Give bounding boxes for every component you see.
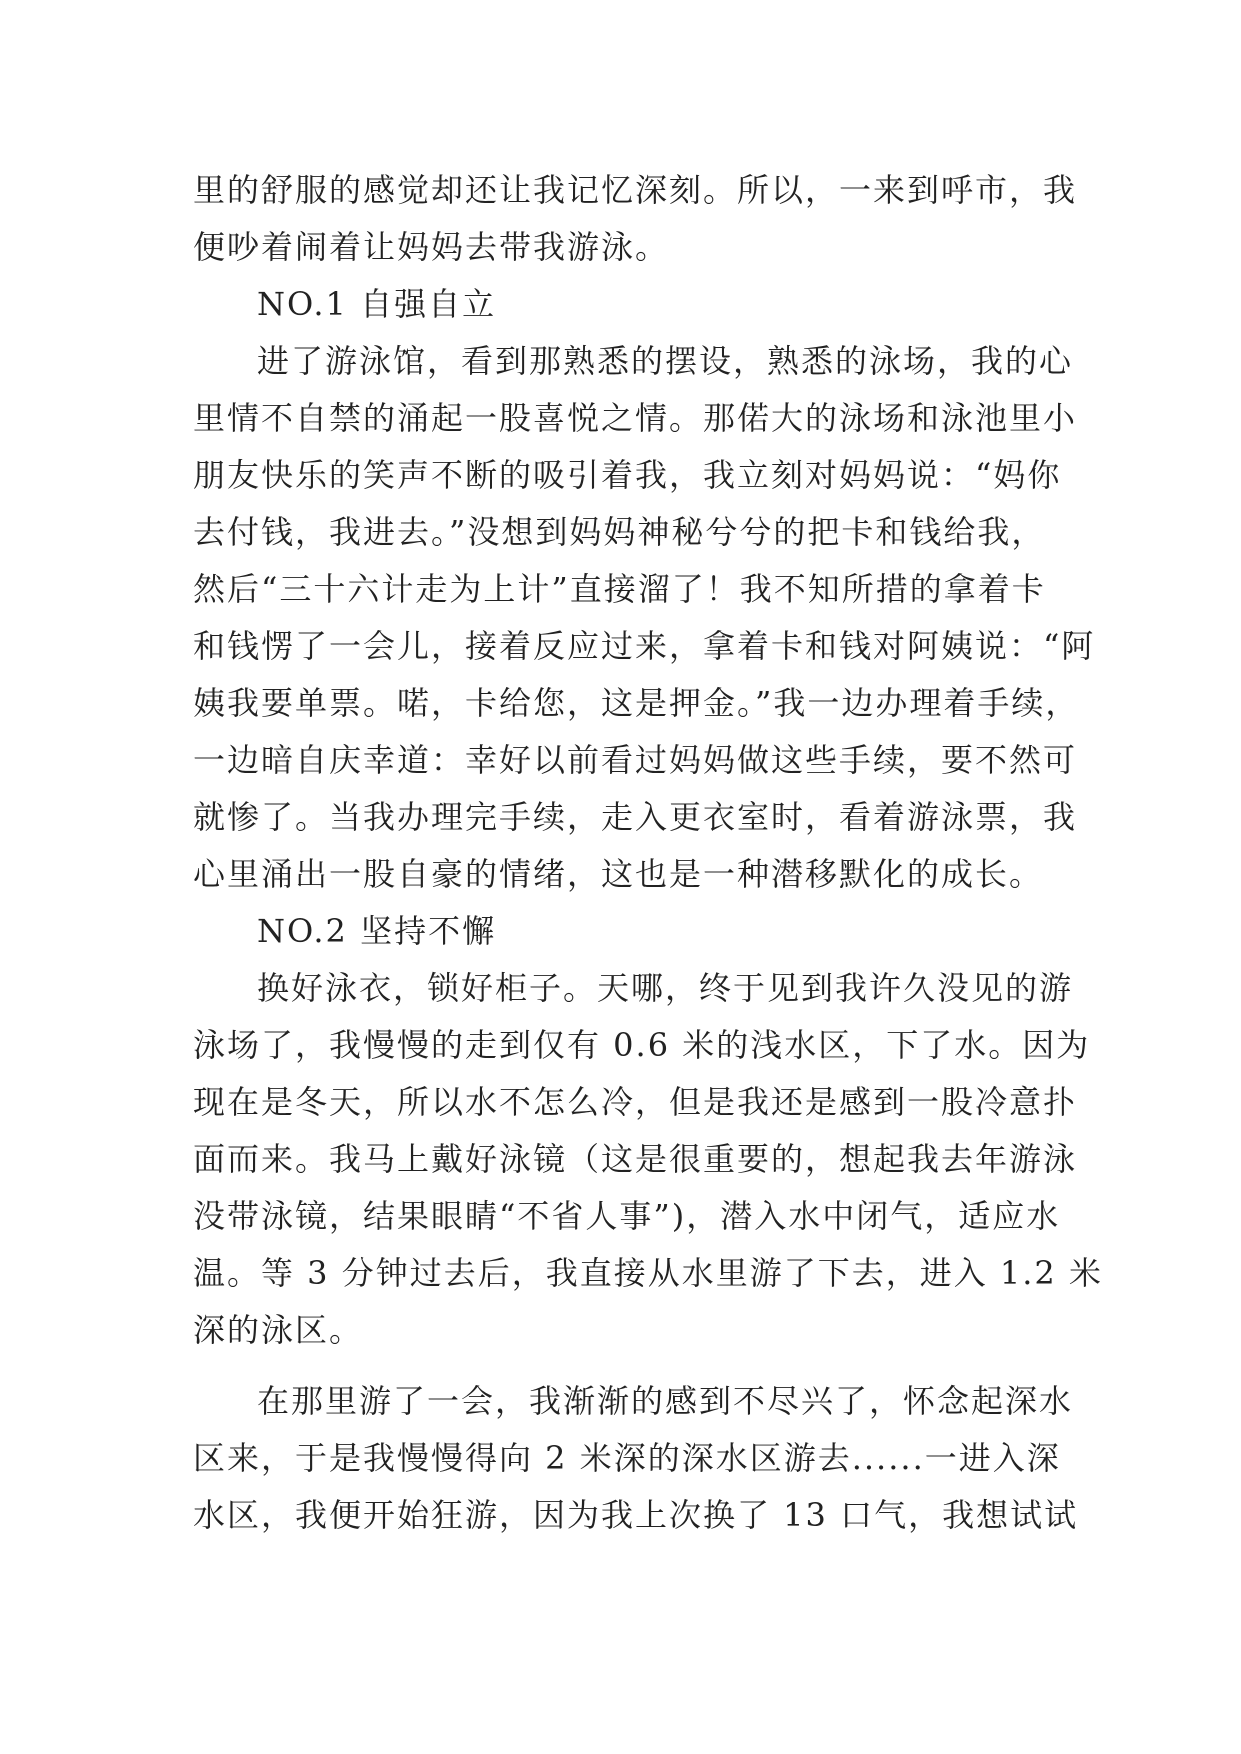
text-line: 姨我要单票。喏，卡给您，这是押金。”我一边办理着手续， [193,684,1080,722]
text-line: 水区，我便开始狂游，因为我上次换了 13 口气，我想试试 [193,1496,1079,1534]
text-line: 在那里游了一会，我渐渐的感到不尽兴了，怀念起深水 [257,1382,1074,1420]
section-heading-2: NO.2 坚持不懈 [257,912,497,950]
text-line: 一边暗自庆幸道：幸好以前看过妈妈做这些手续，要不然可 [193,741,1078,779]
text-line: 里的舒服的感觉却还让我记忆深刻。所以，一来到呼市，我 [193,171,1078,209]
text-line: 面而来。我马上戴好泳镜（这是很重要的，想起我去年游泳 [193,1140,1078,1178]
text-line: 区来，于是我慢慢得向 2 米深的深水区游去......一进入深 [193,1439,1061,1477]
paragraph-gap [193,1359,1053,1373]
text-line: 现在是冬天，所以水不怎么冷，但是我还是感到一股冷意扑 [193,1083,1078,1121]
text-line: 和钱愣了一会儿，接着反应过来，拿着卡和钱对阿姨说：“阿 [193,627,1096,665]
text-line: 进了游泳馆，看到那熟悉的摆设，熟悉的泳场，我的心 [257,342,1074,380]
text-line: 就惨了。当我办理完手续，走入更衣室时，看着游泳票，我 [193,798,1078,836]
text-line: 没带泳镜，结果眼睛“不省人事”)，潜入水中闭气，适应水 [193,1197,1061,1235]
text-line: 朋友快乐的笑声不断的吸引着我，我立刻对妈妈说：“妈你 [193,456,1062,494]
text-line: 便吵着闹着让妈妈去带我游泳。 [193,228,670,266]
text-line: 深的泳区。 [193,1311,364,1349]
text-line: 温。等 3 分钟过去后，我直接从水里游了下去，进入 1.2 米 [193,1254,1103,1292]
document-body [193,162,1103,1544]
section-heading-1: NO.1 自强自立 [257,285,497,323]
text-line: 心里涌出一股自豪的情绪，这也是一种潜移默化的成长。 [193,855,1044,893]
text-line: 去付钱，我进去。”没想到妈妈神秘兮兮的把卡和钱给我， [193,513,1046,551]
text-line: 泳场了，我慢慢的走到仅有 0.6 米的浅水区，下了水。因为 [193,1026,1091,1064]
text-line: 然后“三十六计走为上计”直接溜了！我不知所措的拿着卡 [193,570,1046,608]
text-line: 里情不自禁的涌起一股喜悦之情。那偌大的泳场和泳池里小 [193,399,1078,437]
text-line: 换好泳衣，锁好柜子。天哪，终于见到我许久没见的游 [257,969,1074,1007]
